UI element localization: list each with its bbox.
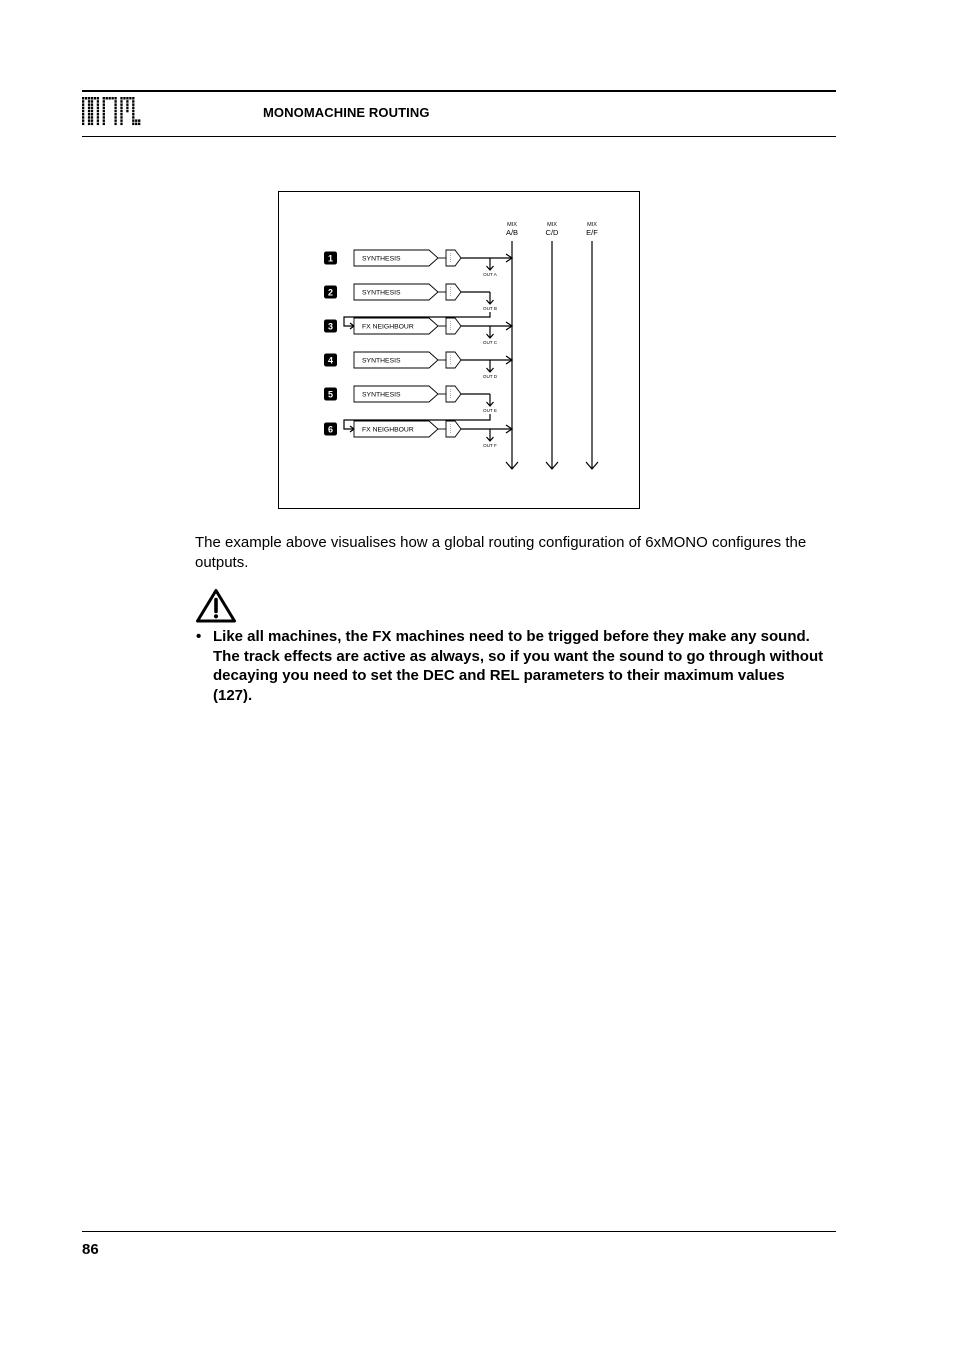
out-label: OUT B bbox=[483, 306, 497, 311]
track-number: 3 bbox=[327, 321, 334, 332]
mix-prefix-label: MIX bbox=[587, 222, 597, 228]
page-number: 86 bbox=[82, 1241, 99, 1258]
out-label: OUT D bbox=[482, 374, 498, 379]
track-effect-block bbox=[446, 318, 461, 334]
out-label: OUT A bbox=[483, 272, 497, 277]
machine-label: SYNTHESIS bbox=[362, 357, 401, 365]
track-number: 6 bbox=[327, 424, 334, 435]
warning-triangle-icon bbox=[195, 588, 237, 624]
track-number: 2 bbox=[327, 287, 334, 298]
mix-bus-label: C/D bbox=[545, 228, 559, 237]
machine-label: SYNTHESIS bbox=[362, 391, 401, 399]
page-title: MONOMACHINE ROUTING bbox=[263, 105, 430, 120]
monomachine-logo bbox=[82, 97, 142, 127]
track-number: 4 bbox=[327, 355, 334, 366]
warning-bullet-text: Like all machines, the FX machines need to be trigged before they make any sound. The track effects are active as always, so if you want the sound to go through without decaying you need to set the DEC and REL parameters to their maximum values (127). bbox=[213, 628, 824, 704]
machine-label: SYNTHESIS bbox=[362, 289, 401, 297]
mix-bus-label: A/B bbox=[505, 228, 519, 237]
mix-bus-label: E/F bbox=[586, 228, 598, 237]
body-paragraph: The example above visualises how a global routing configuration of 6xMONO configures the outputs. bbox=[195, 534, 807, 571]
routing-diagram bbox=[278, 191, 640, 509]
track-effect-block bbox=[446, 352, 461, 368]
track-effect-block bbox=[446, 386, 461, 402]
header-top-rule bbox=[82, 90, 836, 92]
out-label: OUT E bbox=[483, 408, 497, 413]
routing-diagram-canvas bbox=[279, 192, 639, 508]
track-effect-block bbox=[446, 421, 461, 437]
header-bottom-rule bbox=[82, 136, 836, 137]
out-label: OUT C bbox=[482, 340, 498, 345]
footer-rule bbox=[82, 1231, 836, 1232]
track-effect-block bbox=[446, 284, 461, 300]
track-number: 5 bbox=[327, 389, 334, 400]
mix-prefix-label: MIX bbox=[507, 222, 517, 228]
mix-prefix-label: MIX bbox=[547, 222, 557, 228]
out-label: OUT F bbox=[483, 443, 497, 448]
machine-label: FX NEIGHBOUR bbox=[362, 323, 414, 331]
machine-label: FX NEIGHBOUR bbox=[362, 426, 414, 434]
track-effect-block bbox=[446, 250, 461, 266]
machine-label: SYNTHESIS bbox=[362, 255, 401, 263]
bullet-symbol: • bbox=[196, 628, 202, 645]
track-number: 1 bbox=[327, 253, 334, 264]
